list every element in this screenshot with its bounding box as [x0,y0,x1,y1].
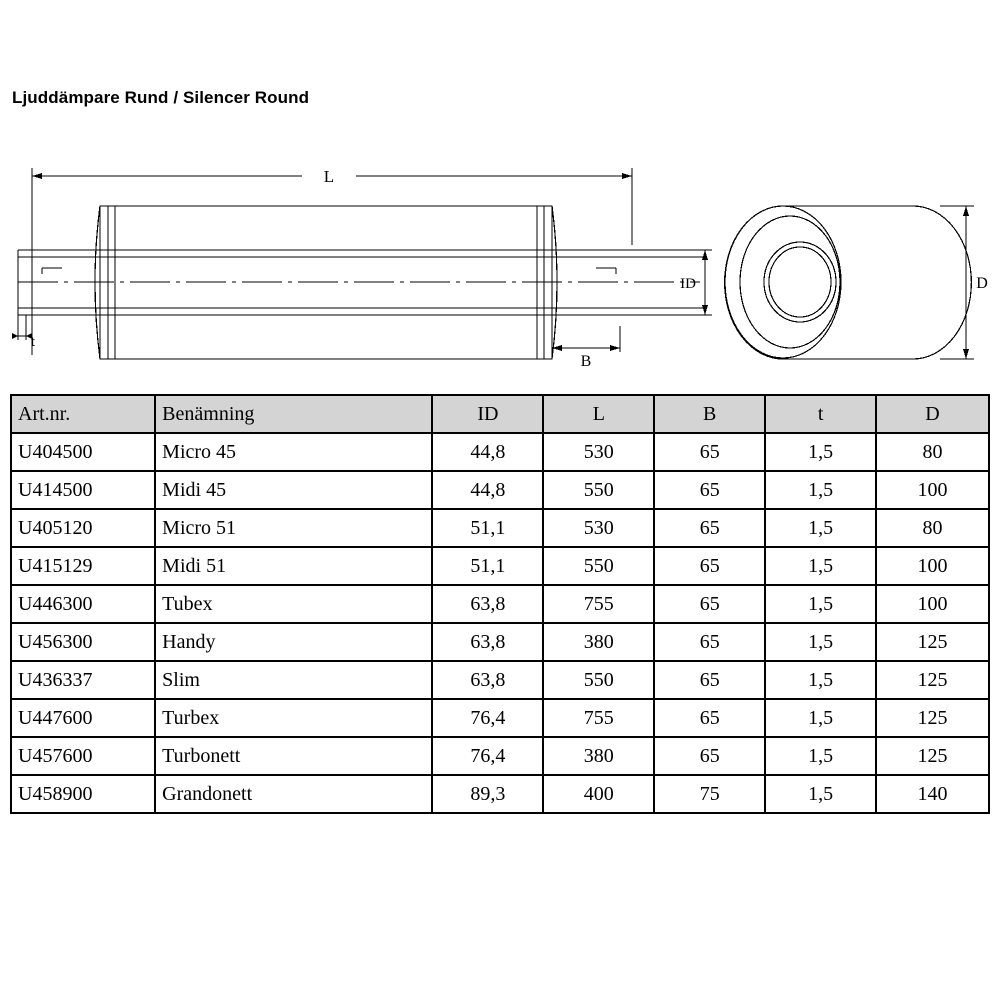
table-row [11,699,989,737]
arrow-b-right [610,345,620,351]
table-row [11,623,989,661]
cell-b: 65 [654,623,765,661]
cell-b: 65 [654,699,765,737]
cell-name: Slim [155,661,432,699]
table-row [11,547,989,585]
column-header-id: ID [432,395,543,433]
dimension-label-d: D [976,275,988,292]
cell-id: 44,8 [432,433,543,471]
arrow-d-bottom [963,349,969,359]
cell-t: 1,5 [765,585,876,623]
cell-name: Tubex [155,585,432,623]
cell-t: 1,5 [765,737,876,775]
cell-id: 51,1 [432,547,543,585]
cell-l: 755 [543,699,654,737]
technical-drawing [0,140,1000,390]
column-header-t: t [765,395,876,433]
cell-id: 63,8 [432,661,543,699]
cell-l: 530 [543,433,654,471]
cell-b: 65 [654,509,765,547]
table-row [11,433,989,471]
cell-artnr: U405120 [11,509,155,547]
cell-d: 125 [876,661,989,699]
column-header-l: L [543,395,654,433]
end-view-inner-circle [764,242,836,322]
cell-name: Handy [155,623,432,661]
table-row [11,471,989,509]
arrow-id-bottom [702,305,708,315]
cell-l: 400 [543,775,654,813]
cell-name: Turbonett [155,737,432,775]
table-row [11,737,989,775]
cell-name: Micro 45 [155,433,432,471]
cell-l: 550 [543,661,654,699]
cell-artnr: U436337 [11,661,155,699]
cell-t: 1,5 [765,623,876,661]
cell-t: 1,5 [765,661,876,699]
cell-name: Grandonett [155,775,432,813]
cell-artnr: U457600 [11,737,155,775]
cell-id: 76,4 [432,737,543,775]
table-header-row [11,395,989,433]
cell-name: Midi 51 [155,547,432,585]
table-row [11,661,989,699]
cell-t: 1,5 [765,509,876,547]
cell-d: 100 [876,585,989,623]
cell-d: 80 [876,433,989,471]
cell-l: 380 [543,623,654,661]
arrow-id-top [702,250,708,260]
cell-t: 1,5 [765,471,876,509]
end-view-bore-circle [769,247,831,317]
specification-table [10,394,990,814]
arrow-d-top [963,206,969,216]
cell-d: 125 [876,623,989,661]
cell-l: 550 [543,547,654,585]
arrow-t-left [12,333,18,339]
cell-t: 1,5 [765,775,876,813]
cell-b: 75 [654,775,765,813]
column-header-b: B [654,395,765,433]
cell-t: 1,5 [765,433,876,471]
cell-artnr: U456300 [11,623,155,661]
cell-b: 65 [654,585,765,623]
cell-t: 1,5 [765,699,876,737]
cell-t: 1,5 [765,547,876,585]
cell-artnr: U458900 [11,775,155,813]
cell-b: 65 [654,433,765,471]
cell-l: 550 [543,471,654,509]
cell-d: 100 [876,471,989,509]
column-header-name: Benämning [155,395,432,433]
column-header-artnr: Art.nr. [11,395,155,433]
silencer-drawing-svg [0,140,1000,390]
cell-b: 65 [654,737,765,775]
cell-d: 140 [876,775,989,813]
cell-b: 65 [654,547,765,585]
dimension-label-t: t [30,334,36,350]
arrow-length-left [32,173,42,179]
cell-d: 80 [876,509,989,547]
cell-id: 63,8 [432,585,543,623]
page-title: Ljuddämpare Rund / Silencer Round [12,88,310,107]
cell-name: Midi 45 [155,471,432,509]
cell-id: 51,1 [432,509,543,547]
cell-artnr: U414500 [11,471,155,509]
column-header-d: D [876,395,989,433]
cell-id: 76,4 [432,699,543,737]
arrow-length-right [622,173,632,179]
dimension-label-id: ID [680,276,696,292]
cell-name: Turbex [155,699,432,737]
cell-l: 755 [543,585,654,623]
cell-d: 125 [876,699,989,737]
table-row [11,509,989,547]
cell-b: 65 [654,661,765,699]
end-view-mid-circle [740,216,840,348]
cell-b: 65 [654,471,765,509]
cell-id: 63,8 [432,623,543,661]
cell-l: 380 [543,737,654,775]
table-row [11,775,989,813]
dimension-label-b: B [580,353,592,370]
cell-artnr: U404500 [11,433,155,471]
end-view-outer-circle [725,206,841,358]
cell-d: 125 [876,737,989,775]
cell-d: 100 [876,547,989,585]
cell-id: 44,8 [432,471,543,509]
cell-name: Micro 51 [155,509,432,547]
cell-l: 530 [543,509,654,547]
dimension-label-length: L [323,167,335,186]
cell-artnr: U447600 [11,699,155,737]
cell-artnr: U446300 [11,585,155,623]
cell-id: 89,3 [432,775,543,813]
cell-artnr: U415129 [11,547,155,585]
table-row [11,585,989,623]
